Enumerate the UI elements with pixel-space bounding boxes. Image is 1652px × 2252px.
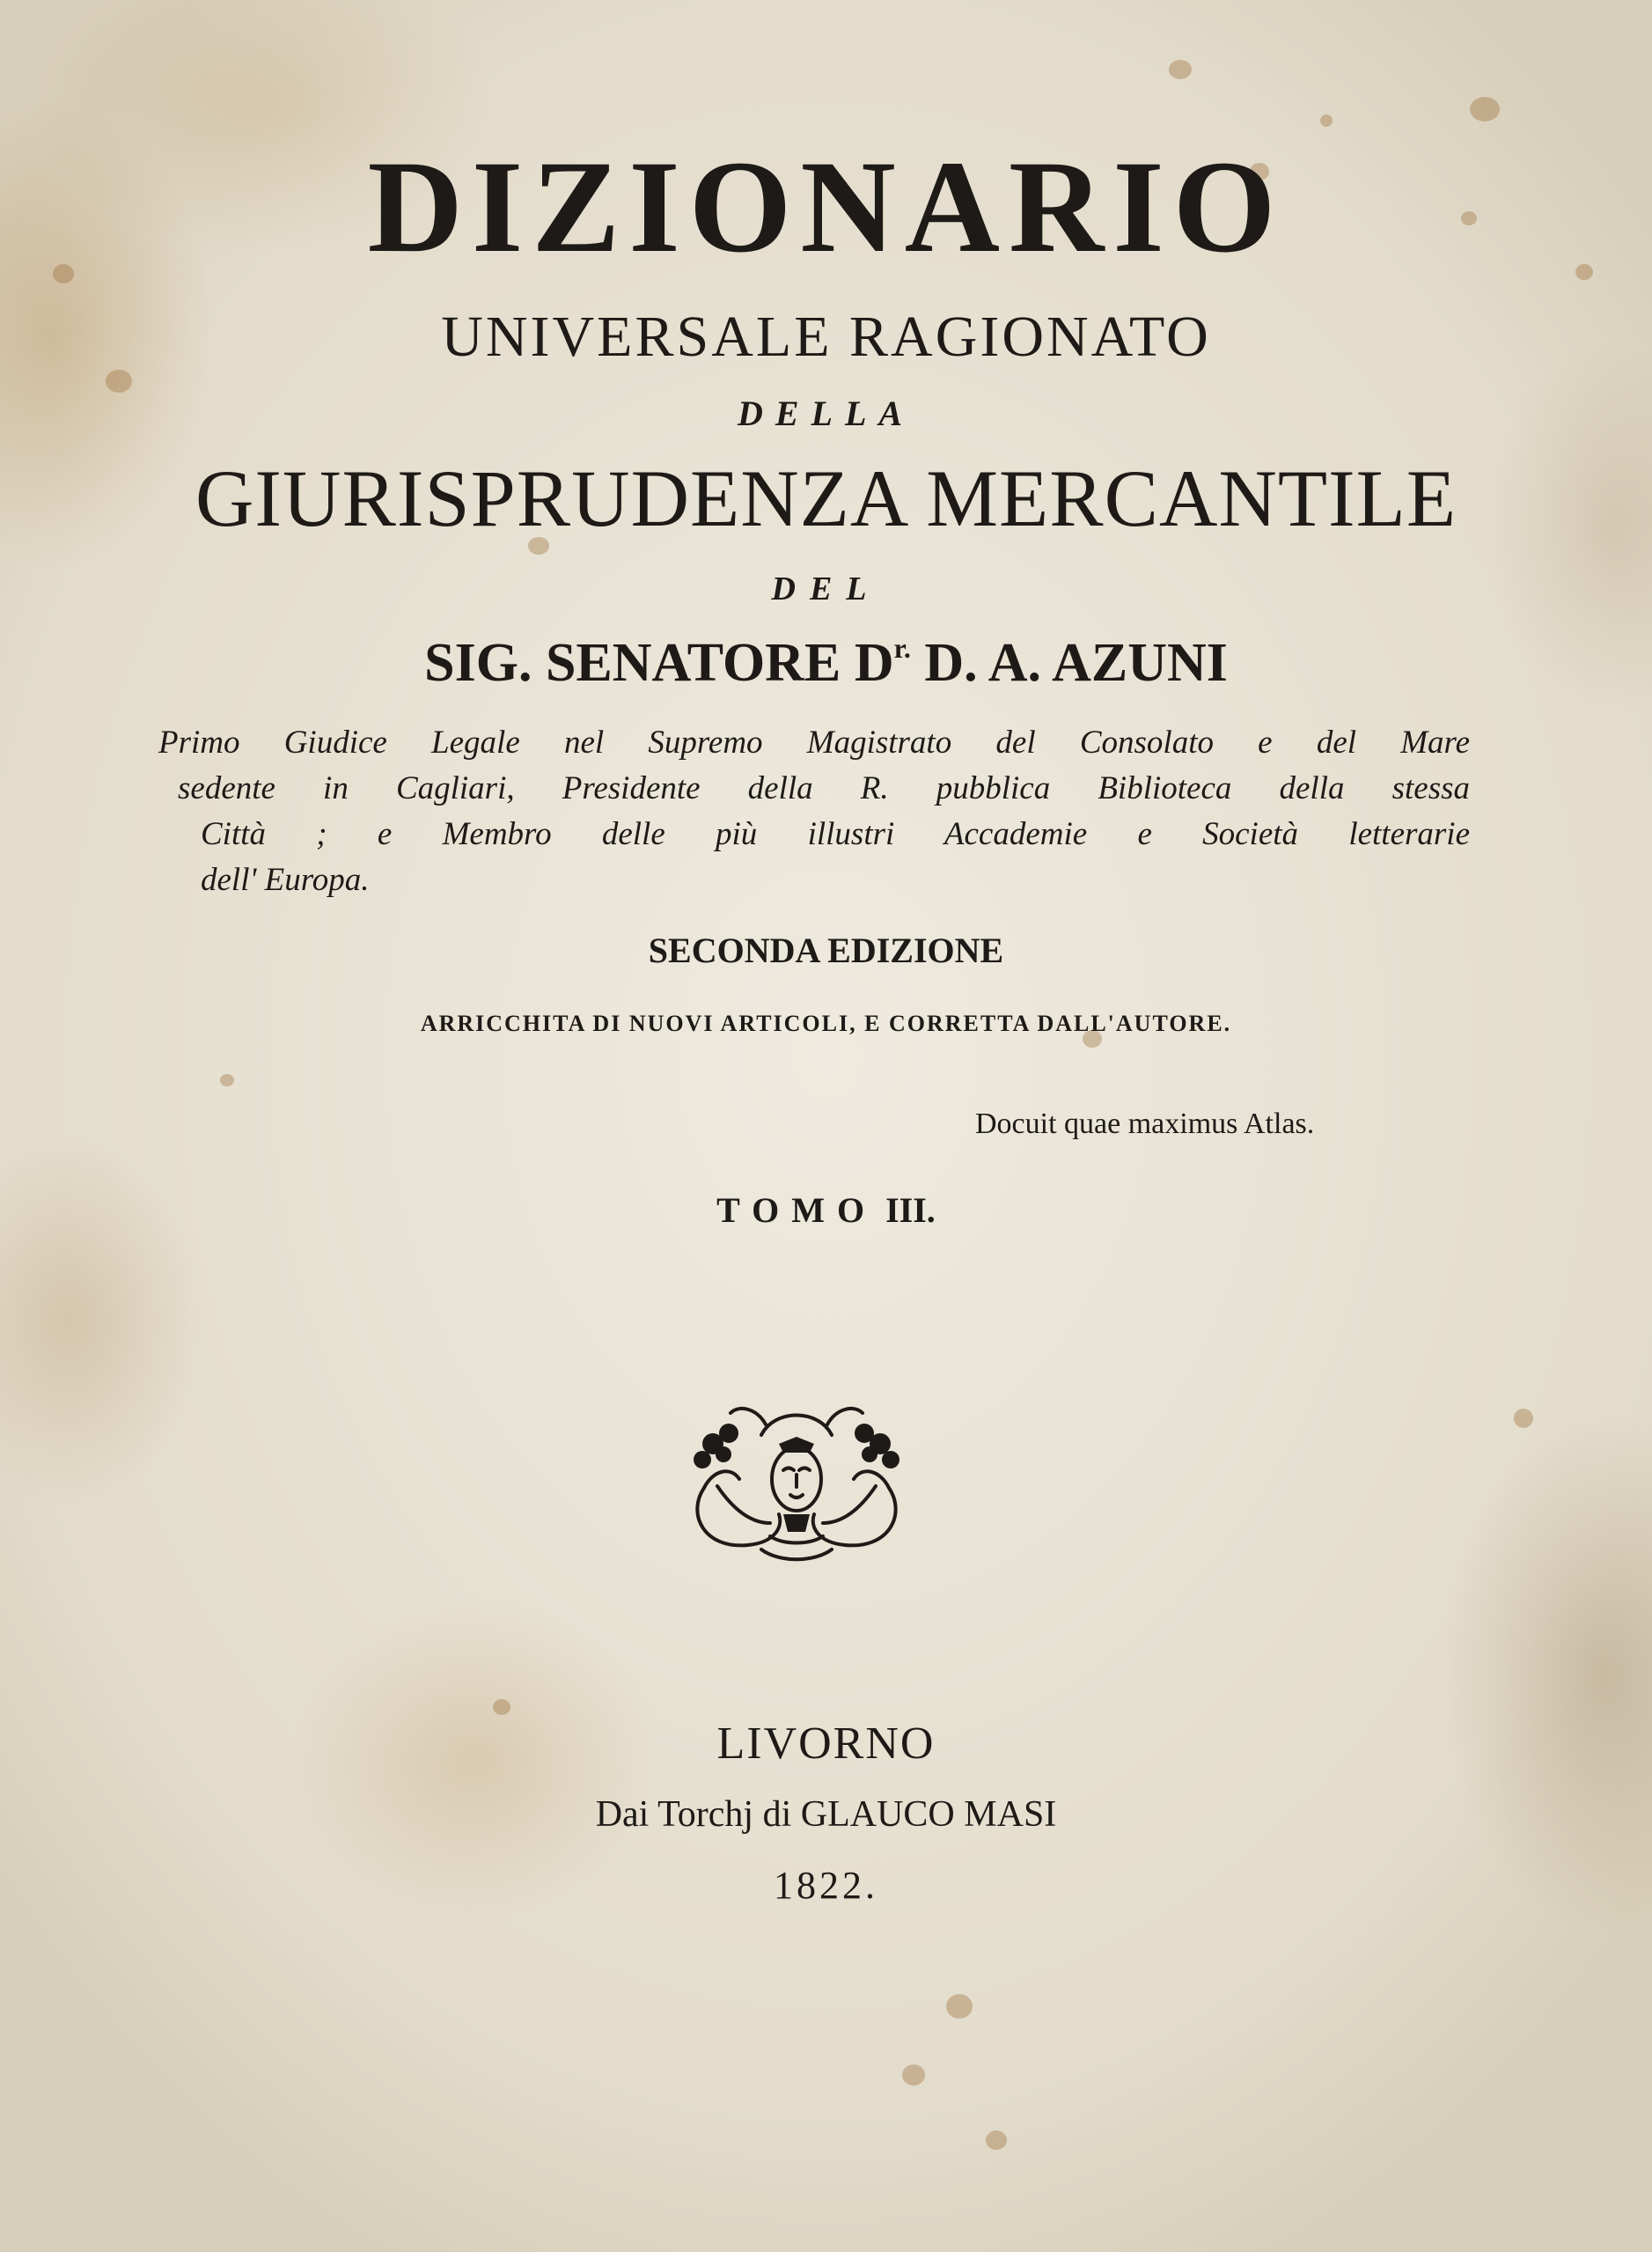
edition-label: SECONDA EDIZIONE <box>648 931 1004 970</box>
description-line: dell' Europa. <box>201 862 370 898</box>
author-name: D. A. AZUNI <box>910 633 1228 693</box>
imprint-year: 1822. <box>774 1864 878 1907</box>
volume-word: TOMO <box>716 1190 877 1230</box>
connector-della: DELLA <box>737 394 915 433</box>
main-title: DIZIONARIO <box>367 134 1285 280</box>
author-line <box>0 632 1652 693</box>
description-line: Città ; e Membro delle più illustri Accademie e Società letterarie <box>201 816 1470 852</box>
author-superscript: r. <box>893 632 911 664</box>
imprint-place: LIVORNO <box>716 1718 936 1769</box>
printer-ornament-icon <box>678 1382 915 1567</box>
description-line: Primo Giudice Legale nel Supremo Magistrato del Consolato e del Mare <box>158 725 1470 761</box>
volume-label <box>0 1190 1652 1230</box>
imprint-printer: Dai Torchj di GLAUCO MASI <box>595 1794 1057 1835</box>
author-prefix: SIG. SENATORE D <box>424 633 894 693</box>
volume-number: III. <box>885 1190 936 1230</box>
author-description <box>158 720 1470 903</box>
subtitle-giurisprudenza: GIURISPRUDENZA MERCANTILE <box>195 453 1457 543</box>
edition-note: ARRICCHITA DI NUOVI ARTICOLI, E CORRETTA DALL'AUTORE. <box>420 1011 1232 1036</box>
connector-del: DEL <box>771 570 881 607</box>
subtitle-universale: UNIVERSALE RAGIONATO <box>441 305 1211 369</box>
description-line: sedente in Cagliari, Presidente della R. pubblica Biblioteca della stessa <box>178 770 1470 806</box>
motto: Docuit quae maximus Atlas. <box>975 1108 1315 1140</box>
